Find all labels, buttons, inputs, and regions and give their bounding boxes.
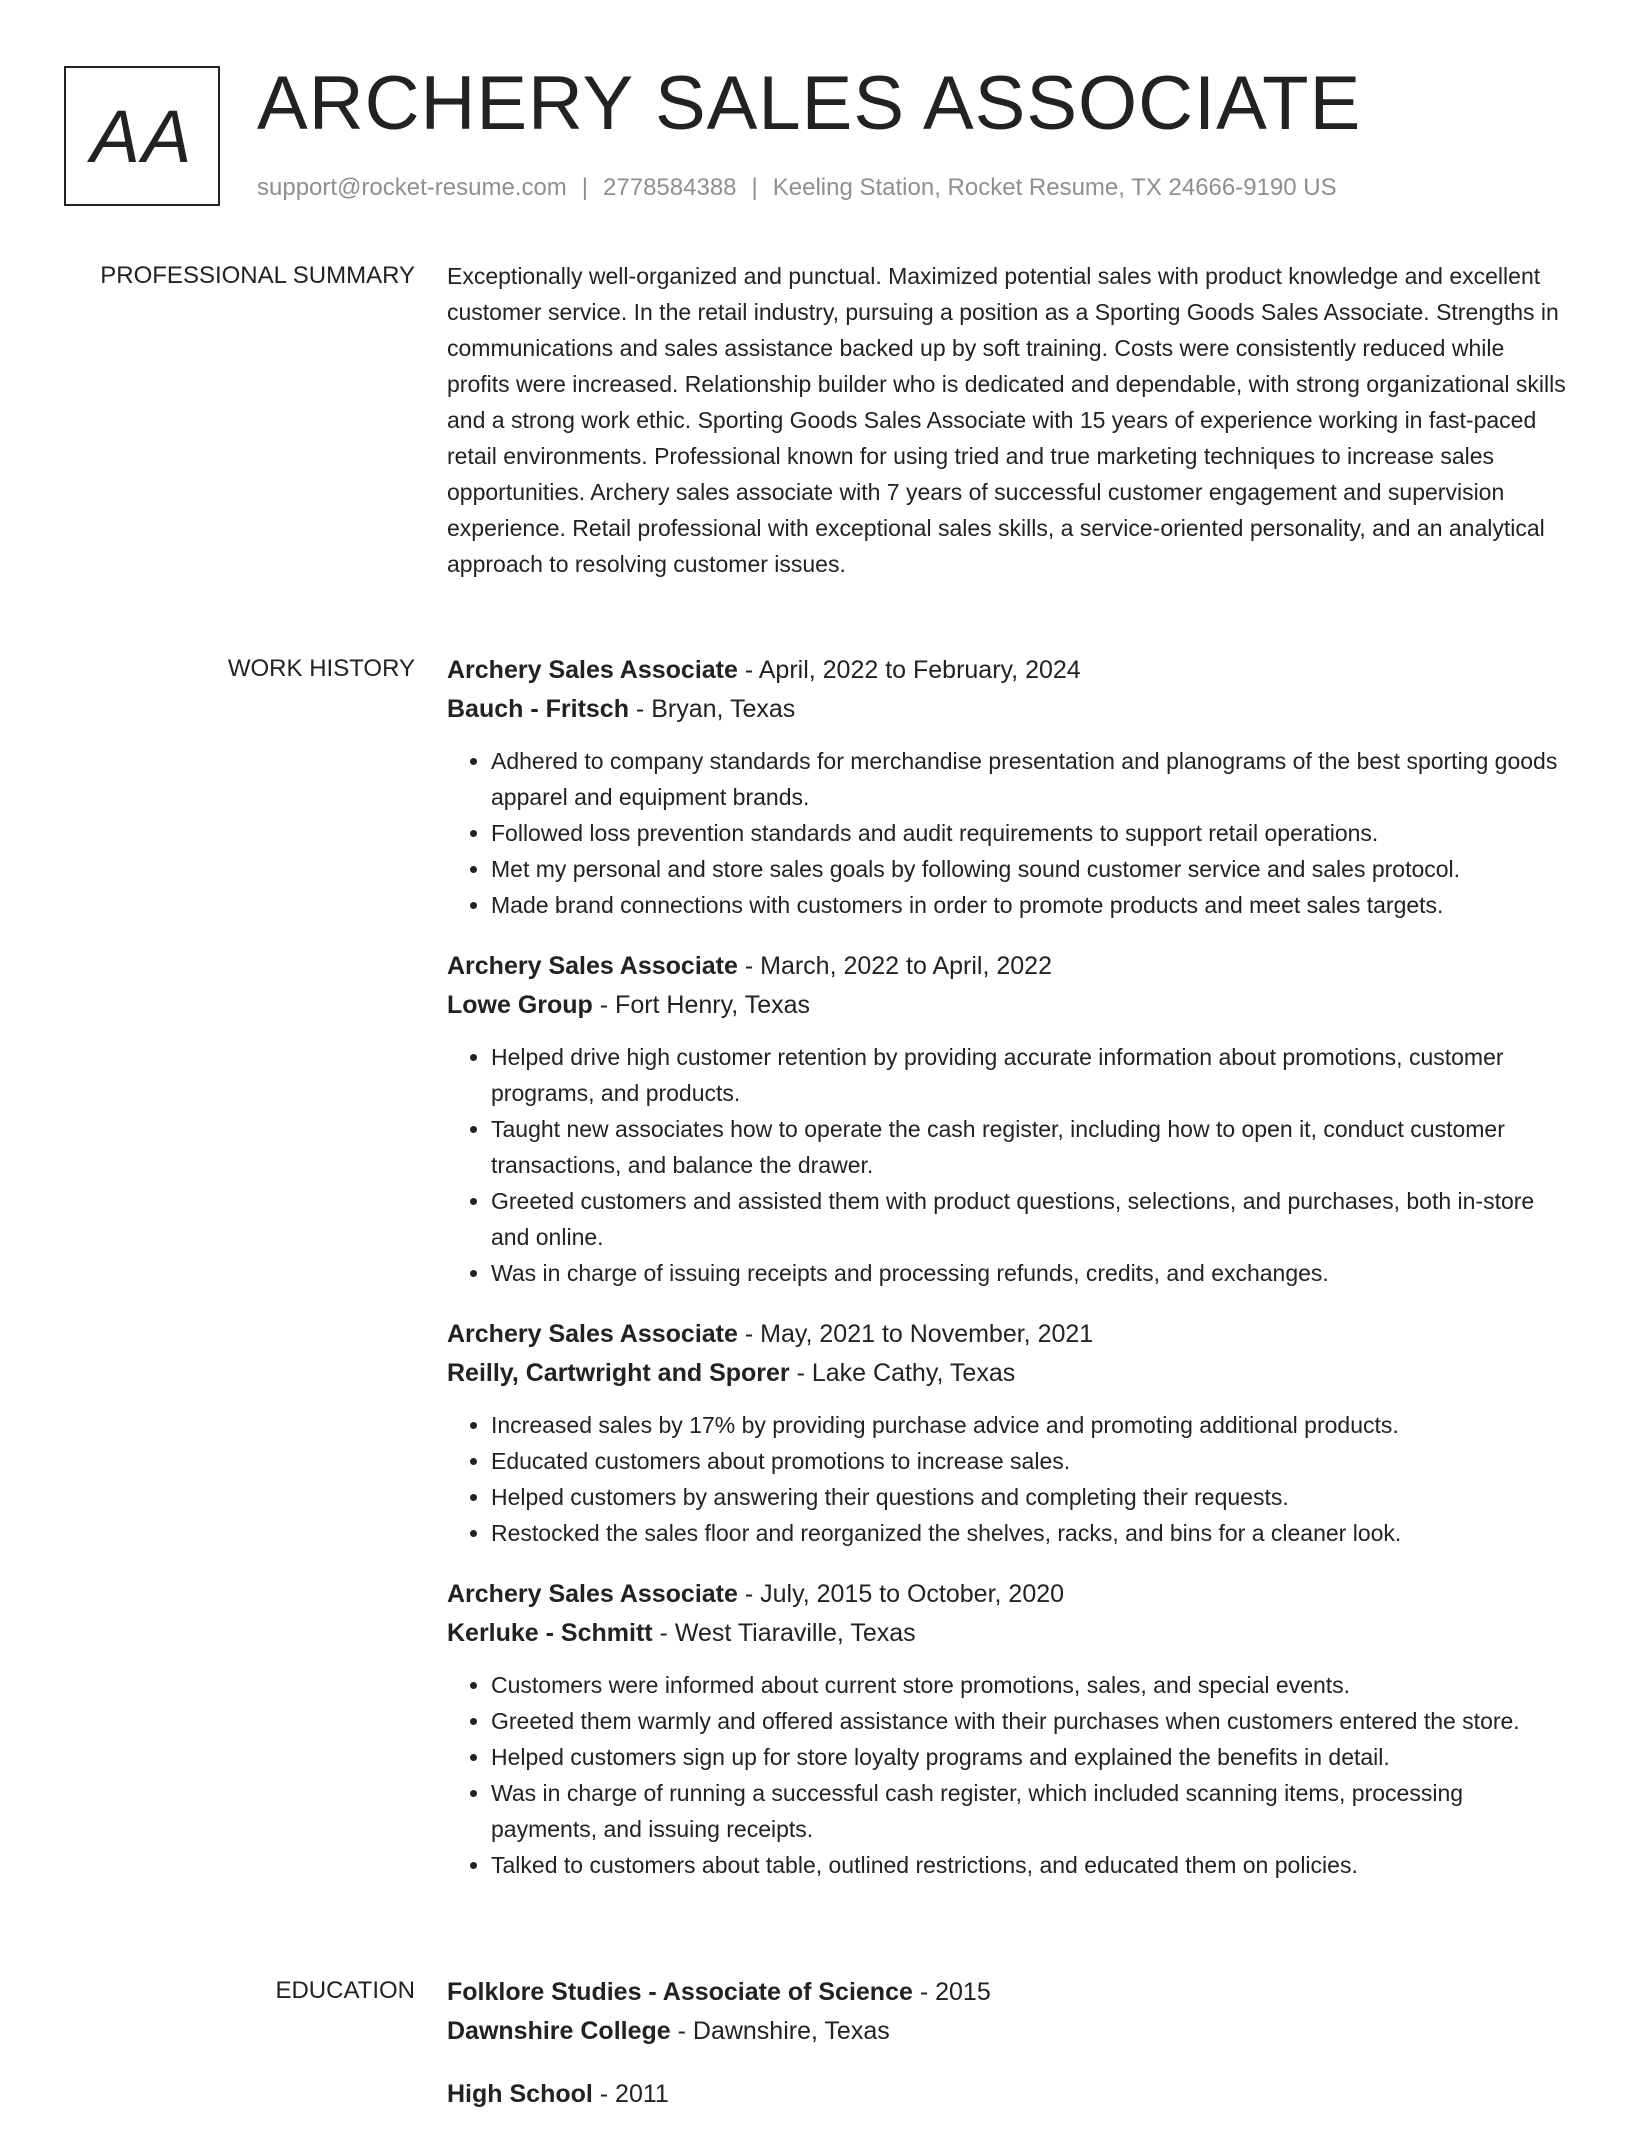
job-entry: [447, 1315, 1572, 1551]
work-history-heading: WORK HISTORY: [227, 655, 415, 682]
job-location: - Lake Cathy, Texas: [789, 1359, 1016, 1387]
job-bullet: • Restocked the sales floor and reorganized the shelves, racks, and bins for a cleaner look.: [491, 1515, 1572, 1551]
degree-year: - 2015: [912, 1978, 991, 2006]
job-dates: - April, 2022 to February, 2024: [737, 656, 1081, 684]
job-entry: [447, 947, 1572, 1291]
summary-text: Exceptionally well-organized and punctual. Maximized potential sales with product knowledge and excellent customer service. In the retail industry, pursuing a position as a Sporting Goods Sales Associate. Strengths in communications and sales assistance backed up by soft training. Costs were consistently reduced while profits were increased. Relationship builder who is dedicated and dependable, with strong organizational skills and a strong work ethic. Sporting Goods Sales Associate with 15 years of experience working in fast-paced retail environments. Professional known for using tried and true marketing techniques to increase sales opportunities. Archery sales associate with 7 years of successful customer engagement and supervision experience. Retail professional with exceptional sales skills, a service-oriented personality, and an analytical approach to resolving customer issues.: [447, 263, 1566, 577]
job-bullets: [447, 1039, 1572, 1291]
education-entry: [447, 1973, 1572, 2051]
job-company: Bauch - Fritsch: [447, 695, 629, 723]
resume-header: [64, 61, 1584, 216]
job-bullet: • Taught new associates how to operate the cash register, including how to open it, conduct customer transactions, and balance the drawer.: [491, 1111, 1572, 1183]
school-name: Dawnshire College: [447, 2017, 671, 2045]
job-bullet: • Greeted them warmly and offered assistance with their purchases when customers entered the store.: [491, 1703, 1572, 1739]
job-bullet: • Helped customers by answering their questions and completing their requests.: [491, 1479, 1572, 1515]
job-bullet: • Increased sales by 17% by providing purchase advice and promoting additional products.: [491, 1407, 1572, 1443]
monogram-initials: AA: [90, 94, 194, 178]
job-dates: - May, 2021 to November, 2021: [737, 1320, 1094, 1348]
contact-phone: 2778584388: [603, 174, 737, 201]
degree-line: [447, 1973, 1572, 2012]
contact-separator: |: [581, 174, 589, 201]
contact-email: support@rocket-resume.com: [257, 174, 567, 201]
degree-year: - 2011: [592, 2080, 669, 2108]
job-entry: [447, 651, 1572, 923]
summary-heading: PROFESSIONAL SUMMARY: [100, 262, 415, 289]
degree-name: High School: [447, 2080, 593, 2108]
job-company-line: [447, 1614, 1572, 1653]
education-heading: EDUCATION: [275, 1977, 415, 2004]
job-title-line: [447, 1315, 1572, 1354]
job-bullet: • Made brand connections with customers in order to promote products and meet sales targets.: [491, 887, 1572, 923]
job-title-line: [447, 947, 1572, 986]
job-bullet: • Customers were informed about current store promotions, sales, and special events.: [491, 1667, 1572, 1703]
job-bullet: • Was in charge of issuing receipts and processing refunds, credits, and exchanges.: [491, 1255, 1572, 1291]
job-bullets: [447, 743, 1572, 923]
job-company-line: [447, 690, 1572, 729]
job-location: - Fort Henry, Texas: [592, 991, 811, 1019]
job-bullet: • Helped drive high customer retention by providing accurate information about promotions, customer programs, and products.: [491, 1039, 1572, 1111]
job-dates: - March, 2022 to April, 2022: [737, 952, 1052, 980]
job-bullets: [447, 1407, 1572, 1551]
contact-line: [257, 174, 1337, 202]
work-history-body: [447, 651, 1572, 1907]
job-bullet: • Met my personal and store sales goals by following sound customer service and sales protocol.: [491, 851, 1572, 887]
education-body: [447, 1973, 1572, 2138]
summary-body: [447, 258, 1572, 582]
job-bullet: • Followed loss prevention standards and audit requirements to support retail operations.: [491, 815, 1572, 851]
job-title-line: [447, 651, 1572, 690]
education-entry: [447, 2075, 1572, 2114]
job-title-line: [447, 1575, 1572, 1614]
resume-title: ARCHERY SALES ASSOCIATE: [257, 61, 1362, 146]
degree-line: [447, 2075, 1572, 2114]
job-entry: [447, 1575, 1572, 1883]
job-title: Archery Sales Associate: [447, 952, 738, 980]
job-location: - West Tiaraville, Texas: [652, 1619, 916, 1647]
school-line: [447, 2012, 1572, 2051]
job-title: Archery Sales Associate: [447, 1320, 738, 1348]
job-company: Kerluke - Schmitt: [447, 1619, 653, 1647]
contact-separator: |: [751, 174, 758, 201]
job-title: Archery Sales Associate: [447, 656, 738, 684]
job-bullets: [447, 1667, 1572, 1883]
school-location: - Dawnshire, Texas: [670, 2017, 890, 2045]
job-company: Lowe Group: [447, 991, 593, 1019]
job-title: Archery Sales Associate: [447, 1580, 738, 1608]
contact-address: Keeling Station, Rocket Resume, TX 24666-9190 US: [772, 174, 1337, 201]
job-company: Reilly, Cartwright and Sporer: [447, 1359, 790, 1387]
job-bullet: • Greeted customers and assisted them with product questions, selections, and purchases, both in-store and online.: [491, 1183, 1572, 1255]
job-company-line: [447, 986, 1572, 1025]
job-bullet: • Talked to customers about table, outlined restrictions, and educated them on policies.: [491, 1847, 1572, 1883]
degree-name: Folklore Studies - Associate of Science: [447, 1978, 913, 2006]
job-location: - Bryan, Texas: [628, 695, 796, 723]
job-company-line: [447, 1354, 1572, 1393]
job-bullet: • Helped customers sign up for store loyalty programs and explained the benefits in detail.: [491, 1739, 1572, 1775]
job-dates: - July, 2015 to October, 2020: [737, 1580, 1065, 1608]
job-bullet: • Was in charge of running a successful cash register, which included scanning items, processing payments, and issuing receipts.: [491, 1775, 1572, 1847]
monogram-box: [64, 66, 220, 206]
job-bullet: • Educated customers about promotions to increase sales.: [491, 1443, 1572, 1479]
job-bullet: • Adhered to company standards for merchandise presentation and planograms of the best sporting goods apparel and equipment brands.: [491, 743, 1572, 815]
